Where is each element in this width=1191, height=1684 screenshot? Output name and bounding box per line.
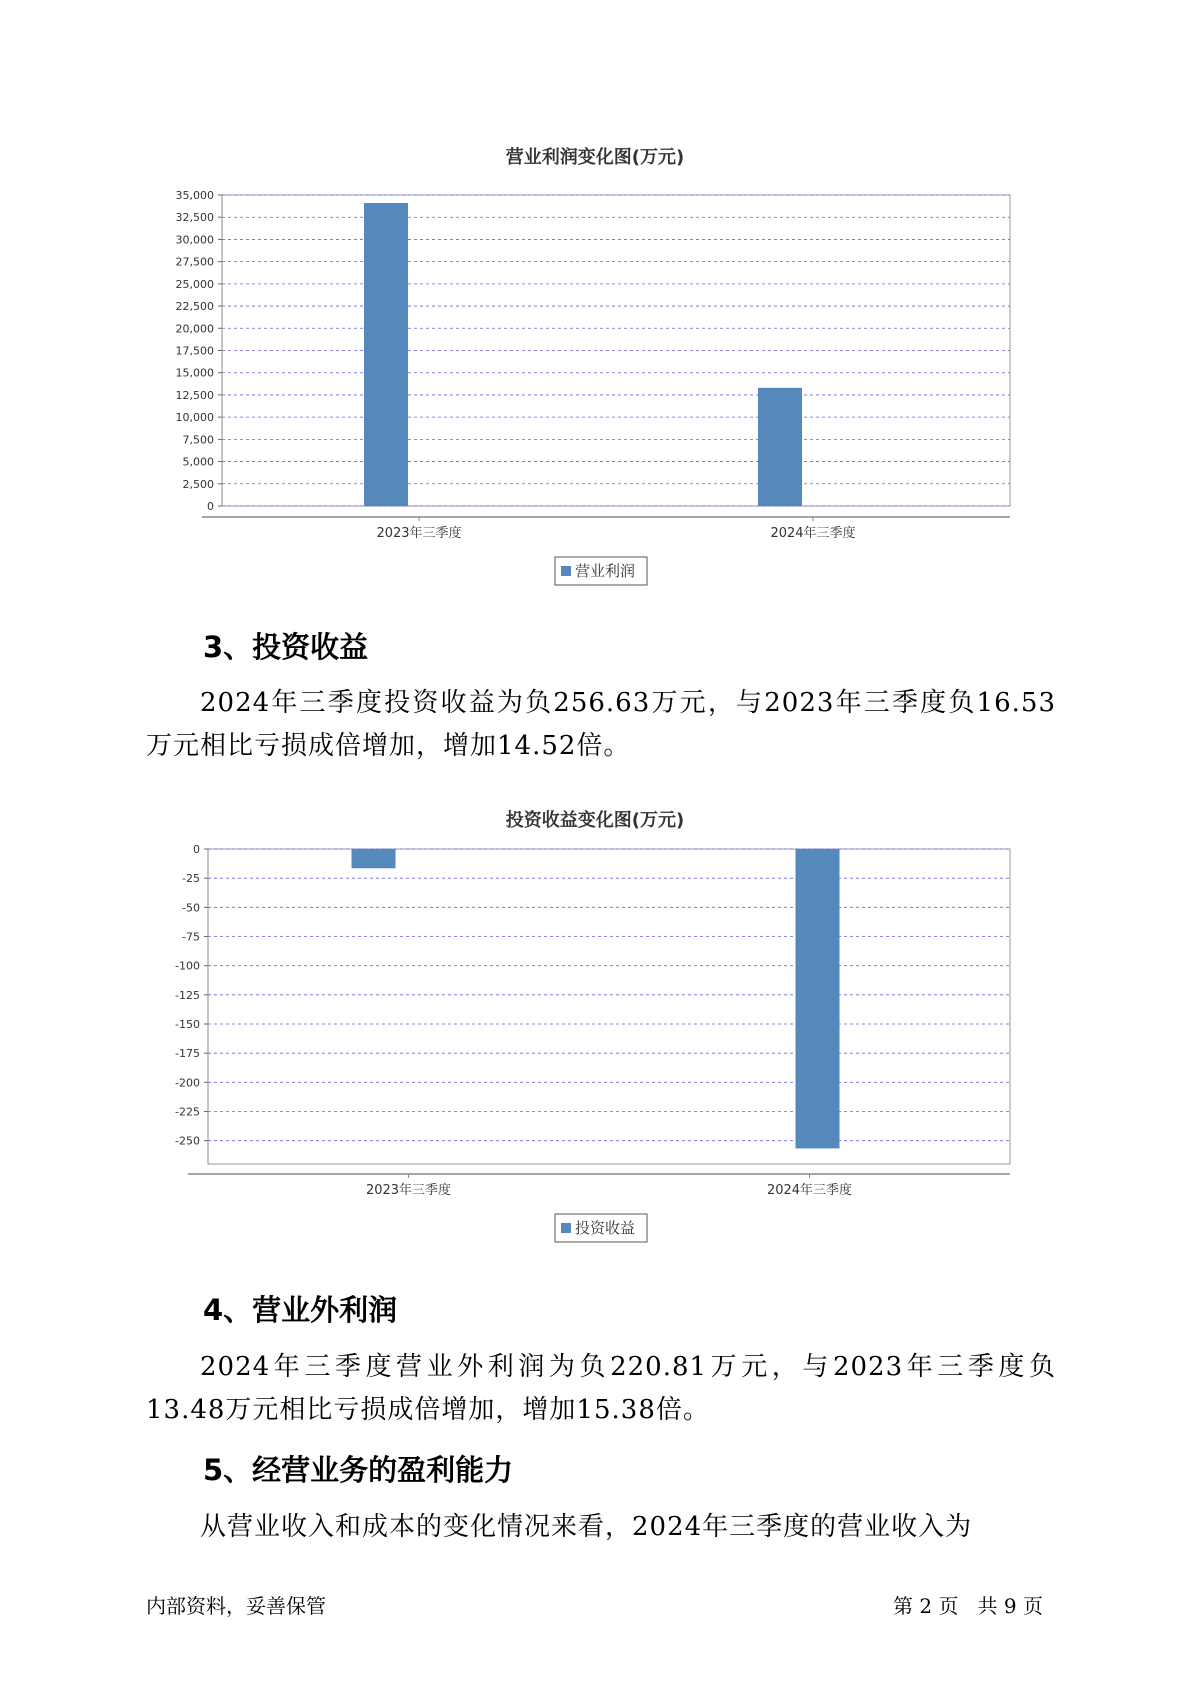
y-tick-label: 15,000 xyxy=(175,366,214,380)
bar xyxy=(758,388,802,506)
section-3-heading: 3、投资收益 xyxy=(203,630,369,664)
chart-title: 投资收益变化图(万元) xyxy=(505,810,685,831)
legend-label: 投资收益 xyxy=(575,1219,636,1237)
legend-swatch xyxy=(561,566,571,576)
investment-income-chart-svg xyxy=(0,800,1191,1260)
y-tick-label: 25,000 xyxy=(175,277,214,291)
x-tick-label: 2024年三季度 xyxy=(766,1183,853,1198)
section-4-heading: 4、营业外利润 xyxy=(203,1293,398,1327)
y-tick-label: -125 xyxy=(175,988,200,1002)
section-3-paragraph: 2024年三季度投资收益为负256.63万元，与2023年三季度负16.53万元相比亏损成倍增加，增加14.52倍。 xyxy=(146,688,1056,761)
y-tick-label: 27,500 xyxy=(175,255,214,269)
x-tick-label: 2024年三季度 xyxy=(770,526,856,541)
bar xyxy=(364,203,408,506)
y-tick-label: -100 xyxy=(175,959,200,973)
y-tick-label: -75 xyxy=(182,930,200,944)
section-5-heading: 5、经营业务的盈利能力 xyxy=(203,1453,514,1487)
legend-label: 营业利润 xyxy=(575,562,636,580)
y-tick-label: 0 xyxy=(193,843,200,856)
x-tick-label: 2023年三季度 xyxy=(376,526,462,541)
y-tick-label: 10,000 xyxy=(175,411,214,425)
y-tick-label: 32,500 xyxy=(175,211,214,225)
footer-confidential: 内部资料，妥善保管 xyxy=(146,1594,326,1618)
y-tick-label: 20,000 xyxy=(175,322,214,336)
operating-profit-chart-svg xyxy=(0,130,1191,600)
y-tick-label: -175 xyxy=(175,1047,200,1061)
y-tick-label: 5,000 xyxy=(182,455,214,469)
chart-title: 营业利润变化图(万元) xyxy=(505,147,685,168)
y-tick-label: -225 xyxy=(175,1105,200,1119)
y-tick-label: -50 xyxy=(182,901,200,915)
section-4-paragraph: 2024年三季度营业外利润为负220.81万元，与2023年三季度负13.48万元相比亏损成倍增加，增加15.38倍。 xyxy=(146,1352,1056,1425)
y-tick-label: 22,500 xyxy=(175,300,214,314)
y-tick-label: -150 xyxy=(175,1018,200,1031)
plot-area xyxy=(222,195,1010,506)
y-tick-label: 7,500 xyxy=(182,433,214,447)
y-tick-label: 35,000 xyxy=(175,189,214,202)
plot-area xyxy=(208,849,1010,1164)
y-tick-label: 30,000 xyxy=(175,233,214,247)
investment-income-chart xyxy=(0,800,1191,1260)
y-tick-label: 2,500 xyxy=(182,477,214,491)
section-5-paragraph: 从营业收入和成本的变化情况来看，2024年三季度的营业收入为 xyxy=(200,1512,973,1542)
y-tick-label: -200 xyxy=(175,1076,200,1090)
legend-swatch xyxy=(561,1223,571,1233)
y-tick-label: -25 xyxy=(182,872,200,886)
bar xyxy=(352,849,396,868)
footer-page-number: 第 2 页 共 9 页 xyxy=(893,1594,1043,1618)
y-tick-label: 12,500 xyxy=(175,388,214,402)
y-tick-label: -250 xyxy=(175,1134,200,1148)
x-tick-label: 2023年三季度 xyxy=(365,1183,452,1198)
operating-profit-chart xyxy=(0,130,1191,600)
y-tick-label: 0 xyxy=(207,500,214,513)
y-tick-label: 17,500 xyxy=(175,344,214,358)
bar xyxy=(796,849,840,1148)
